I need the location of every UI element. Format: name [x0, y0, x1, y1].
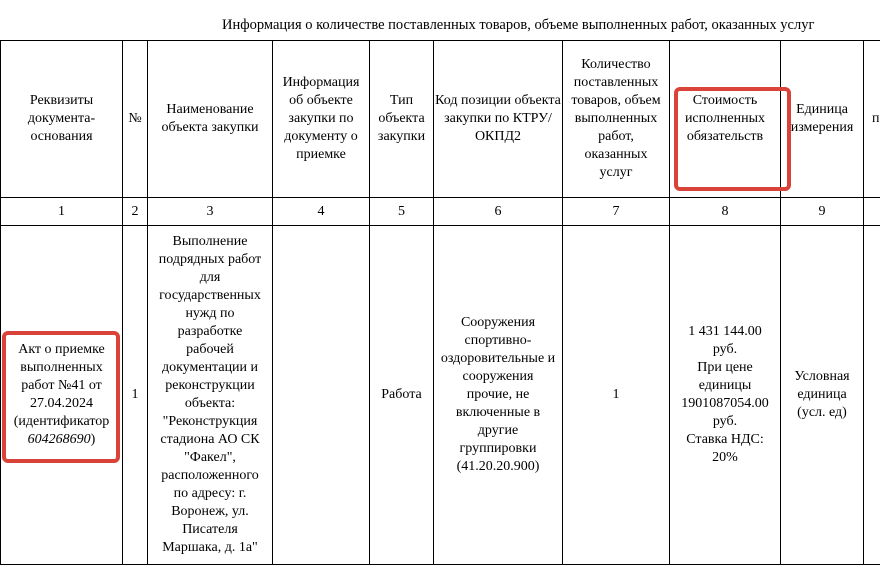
- object-type: Работа: [370, 226, 434, 565]
- acceptance-info: [273, 226, 370, 565]
- document-identifier-close: ): [90, 432, 96, 447]
- header-cell: п: [864, 41, 880, 198]
- column-number: 8: [670, 198, 781, 226]
- cost-line: руб.: [712, 342, 738, 357]
- header-cell: Количество поставленных товаров, объем выполненных работ, оказанных услуг: [563, 41, 670, 198]
- header-cell: Информация об объекте закупки по документу о приемке: [273, 41, 370, 198]
- column-number: 1: [1, 198, 123, 226]
- document-basis-line: работ №41 от: [21, 378, 102, 393]
- table-row: [1, 226, 880, 565]
- quantity: 1: [563, 226, 670, 565]
- procurement-object-name: Выполнение подрядных работ для государственных нужд по разработке рабочей документации и реконструкции объекта: "Реконструкция стадиона АО СК "Факел", расположенного по адресу: г. Воронеж, ул. Писателя Маршака, д. 1а": [148, 226, 273, 565]
- highlight-document-basis: [2, 331, 120, 463]
- column-number-row: [1, 198, 880, 226]
- document-basis-line: 27.04.2024: [30, 396, 93, 411]
- cost-line: 1901087054.00: [681, 396, 769, 411]
- cost-line: единицы: [698, 378, 752, 393]
- column-number: 2: [123, 198, 148, 226]
- row-number: 1: [123, 226, 148, 565]
- ktru-code: Сооружения спортивно-оздоровительные и сооружения прочие, не включенные в другие группировки (41.20.20.900): [434, 226, 563, 565]
- document-basis-line: (идентификатор: [13, 414, 110, 429]
- column-number: 7: [563, 198, 670, 226]
- header-cell: Единица измерения: [781, 41, 864, 198]
- extra-cell: [864, 226, 880, 565]
- cost-line: При цене: [697, 360, 753, 375]
- header-cell: Стоимость исполненных обязательств: [670, 41, 781, 198]
- column-number: 6: [434, 198, 563, 226]
- header-cell: Реквизиты документа-основания: [1, 41, 123, 198]
- highlight-cost-header: [674, 87, 791, 191]
- cost-line: 1 431 144.00: [688, 324, 762, 339]
- document-basis-line: Акт о приемке: [18, 342, 105, 357]
- cost-cell: [670, 226, 781, 565]
- column-number: 9: [781, 198, 864, 226]
- unit-of-measure: Условная единица (усл. ед): [781, 226, 864, 565]
- column-number: 4: [273, 198, 370, 226]
- page-title: Информация о количестве поставленных товаров, объеме выполненных работ, оказанных услуг: [222, 17, 815, 33]
- cost-line: 20%: [712, 450, 738, 465]
- header-cell: Код позиции объекта закупки по КТРУ/ОКПД2: [434, 41, 563, 198]
- column-number: [864, 198, 880, 226]
- cost-line: руб.: [712, 414, 738, 429]
- document-basis-line: выполненных: [20, 360, 103, 375]
- header-cell: Тип объекта закупки: [370, 41, 434, 198]
- column-number: 5: [370, 198, 434, 226]
- header-cell: №: [123, 41, 148, 198]
- cost-line: Ставка НДС:: [686, 432, 764, 447]
- header-cell: Наименование объекта закупки: [148, 41, 273, 198]
- column-number: 3: [148, 198, 273, 226]
- document-identifier: 604268690: [27, 432, 91, 447]
